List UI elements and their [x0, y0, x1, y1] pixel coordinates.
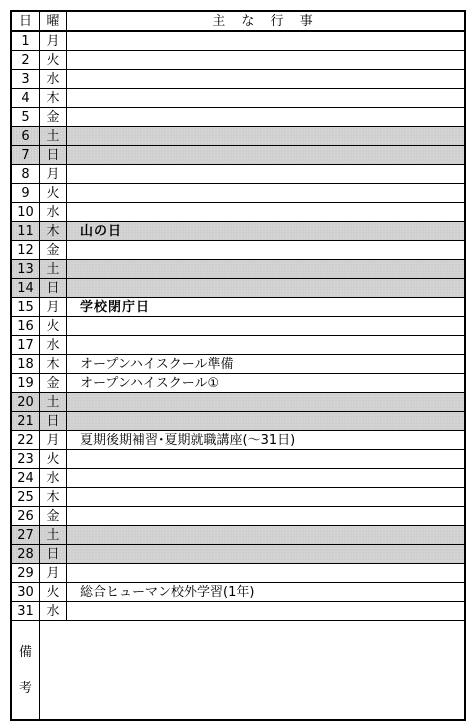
- weekday-cell: 水: [40, 203, 67, 222]
- weekday-cell: 土: [40, 526, 67, 545]
- weekday-cell: 日: [40, 279, 67, 298]
- notes-label-bottom: 考: [18, 680, 32, 696]
- weekday-cell: 月: [40, 31, 67, 51]
- day-cell: 22: [11, 431, 40, 450]
- event-cell: [67, 336, 466, 355]
- table-row: [11, 298, 465, 317]
- day-cell: 4: [11, 89, 40, 108]
- event-cell: [67, 279, 466, 298]
- day-cell: 23: [11, 450, 40, 469]
- notes-label-top: 備: [18, 644, 32, 660]
- day-cell: 14: [11, 279, 40, 298]
- table-row: [11, 146, 465, 165]
- day-cell: 20: [11, 393, 40, 412]
- table-row: [11, 184, 465, 203]
- event-cell: [67, 469, 466, 488]
- event-cell: [67, 165, 466, 184]
- table-row: [11, 279, 465, 298]
- event-cell: 山の日: [67, 222, 466, 241]
- weekday-cell: 金: [40, 507, 67, 526]
- table-row: [11, 469, 465, 488]
- event-cell: [67, 317, 466, 336]
- event-cell: [67, 51, 466, 70]
- day-cell: 5: [11, 108, 40, 127]
- table-row: [11, 526, 465, 545]
- day-cell: 15: [11, 298, 40, 317]
- event-cell: [67, 89, 466, 108]
- day-cell: 30: [11, 583, 40, 602]
- table-row: [11, 260, 465, 279]
- header-weekday: 曜: [40, 11, 67, 31]
- event-cell: [67, 412, 466, 431]
- event-cell: [67, 488, 466, 507]
- weekday-cell: 木: [40, 89, 67, 108]
- weekday-cell: 月: [40, 165, 67, 184]
- table-row: [11, 393, 465, 412]
- header-day: 日: [11, 11, 40, 31]
- weekday-cell: 火: [40, 583, 67, 602]
- weekday-cell: 土: [40, 393, 67, 412]
- day-cell: 13: [11, 260, 40, 279]
- table-row: [11, 165, 465, 184]
- day-cell: 3: [11, 70, 40, 89]
- table-row: [11, 241, 465, 260]
- monthly-schedule-table: [10, 10, 466, 721]
- weekday-cell: 金: [40, 108, 67, 127]
- event-cell: [67, 602, 466, 621]
- day-cell: 2: [11, 51, 40, 70]
- day-cell: 19: [11, 374, 40, 393]
- table-row: [11, 450, 465, 469]
- table-row: [11, 222, 465, 241]
- weekday-cell: 水: [40, 336, 67, 355]
- weekday-cell: 月: [40, 564, 67, 583]
- weekday-cell: 水: [40, 469, 67, 488]
- schedule-rows: [11, 31, 465, 621]
- table-row: [11, 203, 465, 222]
- weekday-cell: 日: [40, 412, 67, 431]
- day-cell: 18: [11, 355, 40, 374]
- day-cell: 26: [11, 507, 40, 526]
- table-row: [11, 564, 465, 583]
- event-cell: [67, 184, 466, 203]
- table-row: [11, 374, 465, 393]
- event-cell: [67, 507, 466, 526]
- weekday-cell: 水: [40, 602, 67, 621]
- weekday-cell: 月: [40, 431, 67, 450]
- event-cell: [67, 146, 466, 165]
- table-row: [11, 602, 465, 621]
- event-cell: [67, 545, 466, 564]
- header-events: 主 な 行 事: [67, 11, 466, 31]
- table-row: [11, 70, 465, 89]
- table-row: [11, 127, 465, 146]
- table-row: [11, 355, 465, 374]
- weekday-cell: 火: [40, 51, 67, 70]
- day-cell: 1: [11, 31, 40, 51]
- event-cell: 学校閉庁日: [67, 298, 466, 317]
- header-row: [11, 11, 465, 31]
- weekday-cell: 日: [40, 146, 67, 165]
- weekday-cell: 月: [40, 298, 67, 317]
- day-cell: 9: [11, 184, 40, 203]
- event-cell: オープンハイスクール①: [67, 374, 466, 393]
- event-cell: [67, 31, 466, 51]
- event-cell: [67, 203, 466, 222]
- weekday-cell: 土: [40, 260, 67, 279]
- table-row: [11, 51, 465, 70]
- weekday-cell: 火: [40, 317, 67, 336]
- table-row: [11, 507, 465, 526]
- weekday-cell: 木: [40, 355, 67, 374]
- day-cell: 8: [11, 165, 40, 184]
- weekday-cell: 火: [40, 184, 67, 203]
- day-cell: 29: [11, 564, 40, 583]
- day-cell: 10: [11, 203, 40, 222]
- event-cell: 総合ヒューマン校外学習(1年): [67, 583, 466, 602]
- day-cell: 27: [11, 526, 40, 545]
- notes-row: [11, 621, 465, 721]
- day-cell: 11: [11, 222, 40, 241]
- table-row: [11, 431, 465, 450]
- weekday-cell: 木: [40, 488, 67, 507]
- table-row: [11, 583, 465, 602]
- table-row: [11, 412, 465, 431]
- day-cell: 12: [11, 241, 40, 260]
- event-cell: [67, 108, 466, 127]
- event-cell: [67, 70, 466, 89]
- day-cell: 17: [11, 336, 40, 355]
- notes-area: [40, 621, 466, 721]
- event-cell: [67, 526, 466, 545]
- weekday-cell: 土: [40, 127, 67, 146]
- day-cell: 16: [11, 317, 40, 336]
- table-row: [11, 31, 465, 51]
- event-cell: [67, 127, 466, 146]
- table-row: [11, 317, 465, 336]
- table-row: [11, 89, 465, 108]
- day-cell: 25: [11, 488, 40, 507]
- event-cell: [67, 241, 466, 260]
- event-cell: 夏期後期補習･夏期就職講座(～31日): [67, 431, 466, 450]
- table-row: [11, 336, 465, 355]
- day-cell: 28: [11, 545, 40, 564]
- event-cell: [67, 393, 466, 412]
- notes-label: [11, 621, 40, 721]
- weekday-cell: 日: [40, 545, 67, 564]
- day-cell: 24: [11, 469, 40, 488]
- table-row: [11, 545, 465, 564]
- weekday-cell: 金: [40, 374, 67, 393]
- event-cell: [67, 260, 466, 279]
- event-cell: [67, 564, 466, 583]
- day-cell: 21: [11, 412, 40, 431]
- weekday-cell: 木: [40, 222, 67, 241]
- day-cell: 31: [11, 602, 40, 621]
- event-cell: オープンハイスクール準備: [67, 355, 466, 374]
- weekday-cell: 水: [40, 70, 67, 89]
- table-row: [11, 108, 465, 127]
- weekday-cell: 火: [40, 450, 67, 469]
- day-cell: 7: [11, 146, 40, 165]
- day-cell: 6: [11, 127, 40, 146]
- event-cell: [67, 450, 466, 469]
- table-row: [11, 488, 465, 507]
- weekday-cell: 金: [40, 241, 67, 260]
